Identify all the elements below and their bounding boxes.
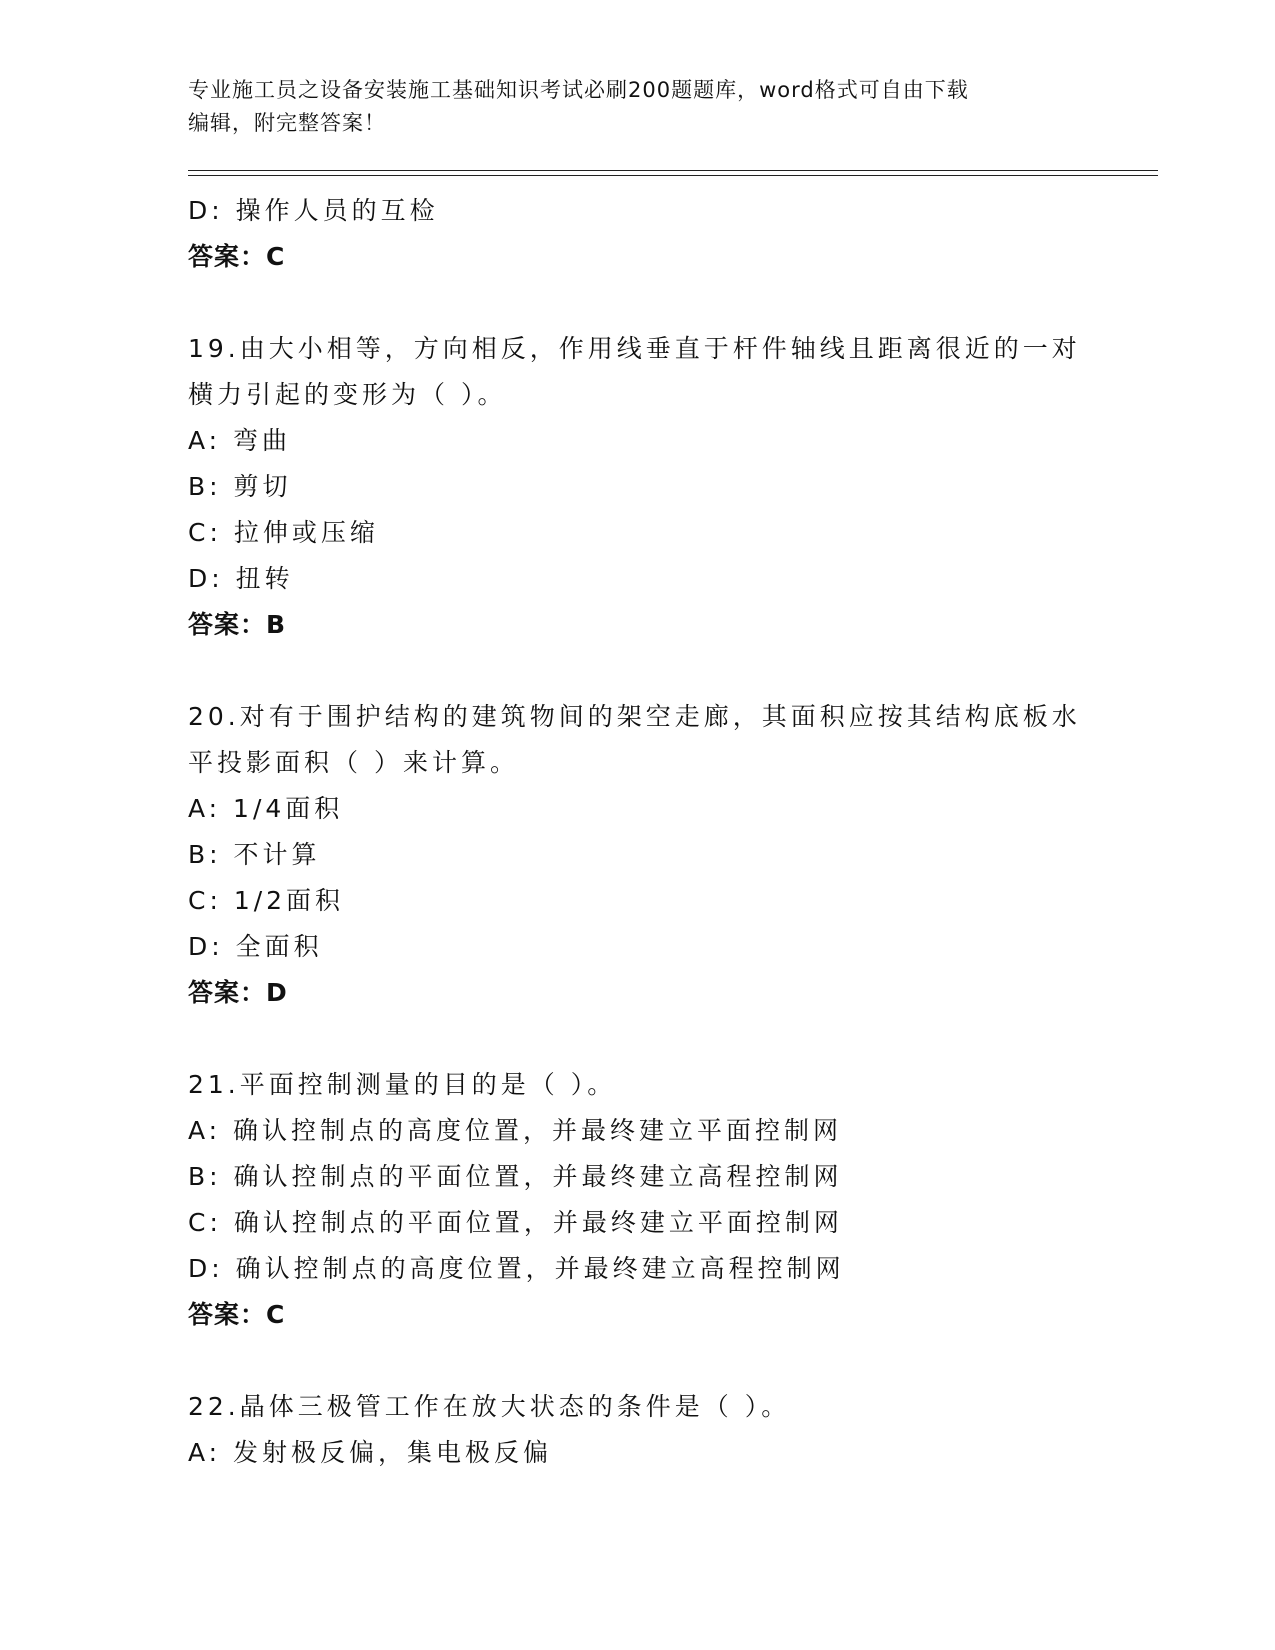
header-divider-bottom	[188, 175, 1158, 176]
option-c: C: 拉伸或压缩	[188, 518, 379, 547]
option-d: D: 全面积	[188, 932, 323, 961]
option-b: B: 不计算	[188, 840, 321, 869]
answer: 答案：B	[188, 610, 287, 639]
option-a: A: 发射极反偏，集电极反偏	[188, 1438, 553, 1467]
header-line-1: 专业施工员之设备安装施工基础知识考试必刷200题题库，word格式可自由下载	[188, 78, 969, 102]
question-22	[188, 1384, 1088, 1476]
option-b: B: 剪切	[188, 472, 292, 501]
question-19	[188, 326, 1088, 648]
option-d: D: 扭转	[188, 564, 294, 593]
option-a: A: 确认控制点的高度位置，并最终建立平面控制网	[188, 1116, 843, 1145]
question-stem: 19.由大小相等，方向相反，作用线垂直于杆件轴线且距离很近的一对	[188, 334, 1081, 363]
spacer	[188, 648, 1088, 694]
spacer	[188, 1016, 1088, 1062]
question-20	[188, 694, 1088, 1016]
answer: 答案：D	[188, 978, 288, 1007]
option-c: C: 1/2面积	[188, 886, 345, 915]
option-a: A: 弯曲	[188, 426, 292, 455]
question-stem: 21.平面控制测量的目的是（ ）。	[188, 1070, 617, 1099]
spacer	[188, 1338, 1088, 1384]
question-stem-continued: 平投影面积（ ）来计算。	[188, 748, 519, 777]
question-stem: 20.对有于围护结构的建筑物间的架空走廊，其面积应按其结构底板水	[188, 702, 1081, 731]
question-21	[188, 1062, 1088, 1338]
option-a: A: 1/4面积	[188, 794, 344, 823]
question-18-answer: 答案：C	[188, 242, 286, 271]
option-b: B: 确认控制点的平面位置，并最终建立高程控制网	[188, 1162, 843, 1191]
question-stem: 22.晶体三极管工作在放大状态的条件是（ ）。	[188, 1392, 791, 1421]
document-header	[188, 74, 1068, 140]
answer: 答案：C	[188, 1300, 286, 1329]
question-18-option-d: D: 操作人员的互检	[188, 196, 439, 225]
option-c: C: 确认控制点的平面位置，并最终建立平面控制网	[188, 1208, 843, 1237]
header-line-2: 编辑，附完整答案！	[188, 111, 386, 135]
option-d: D: 确认控制点的高度位置，并最终建立高程控制网	[188, 1254, 845, 1283]
header-divider-top	[188, 170, 1158, 171]
question-stem-continued: 横力引起的变形为（ ）。	[188, 380, 507, 409]
spacer	[188, 280, 1088, 326]
document-body	[188, 188, 1088, 1476]
